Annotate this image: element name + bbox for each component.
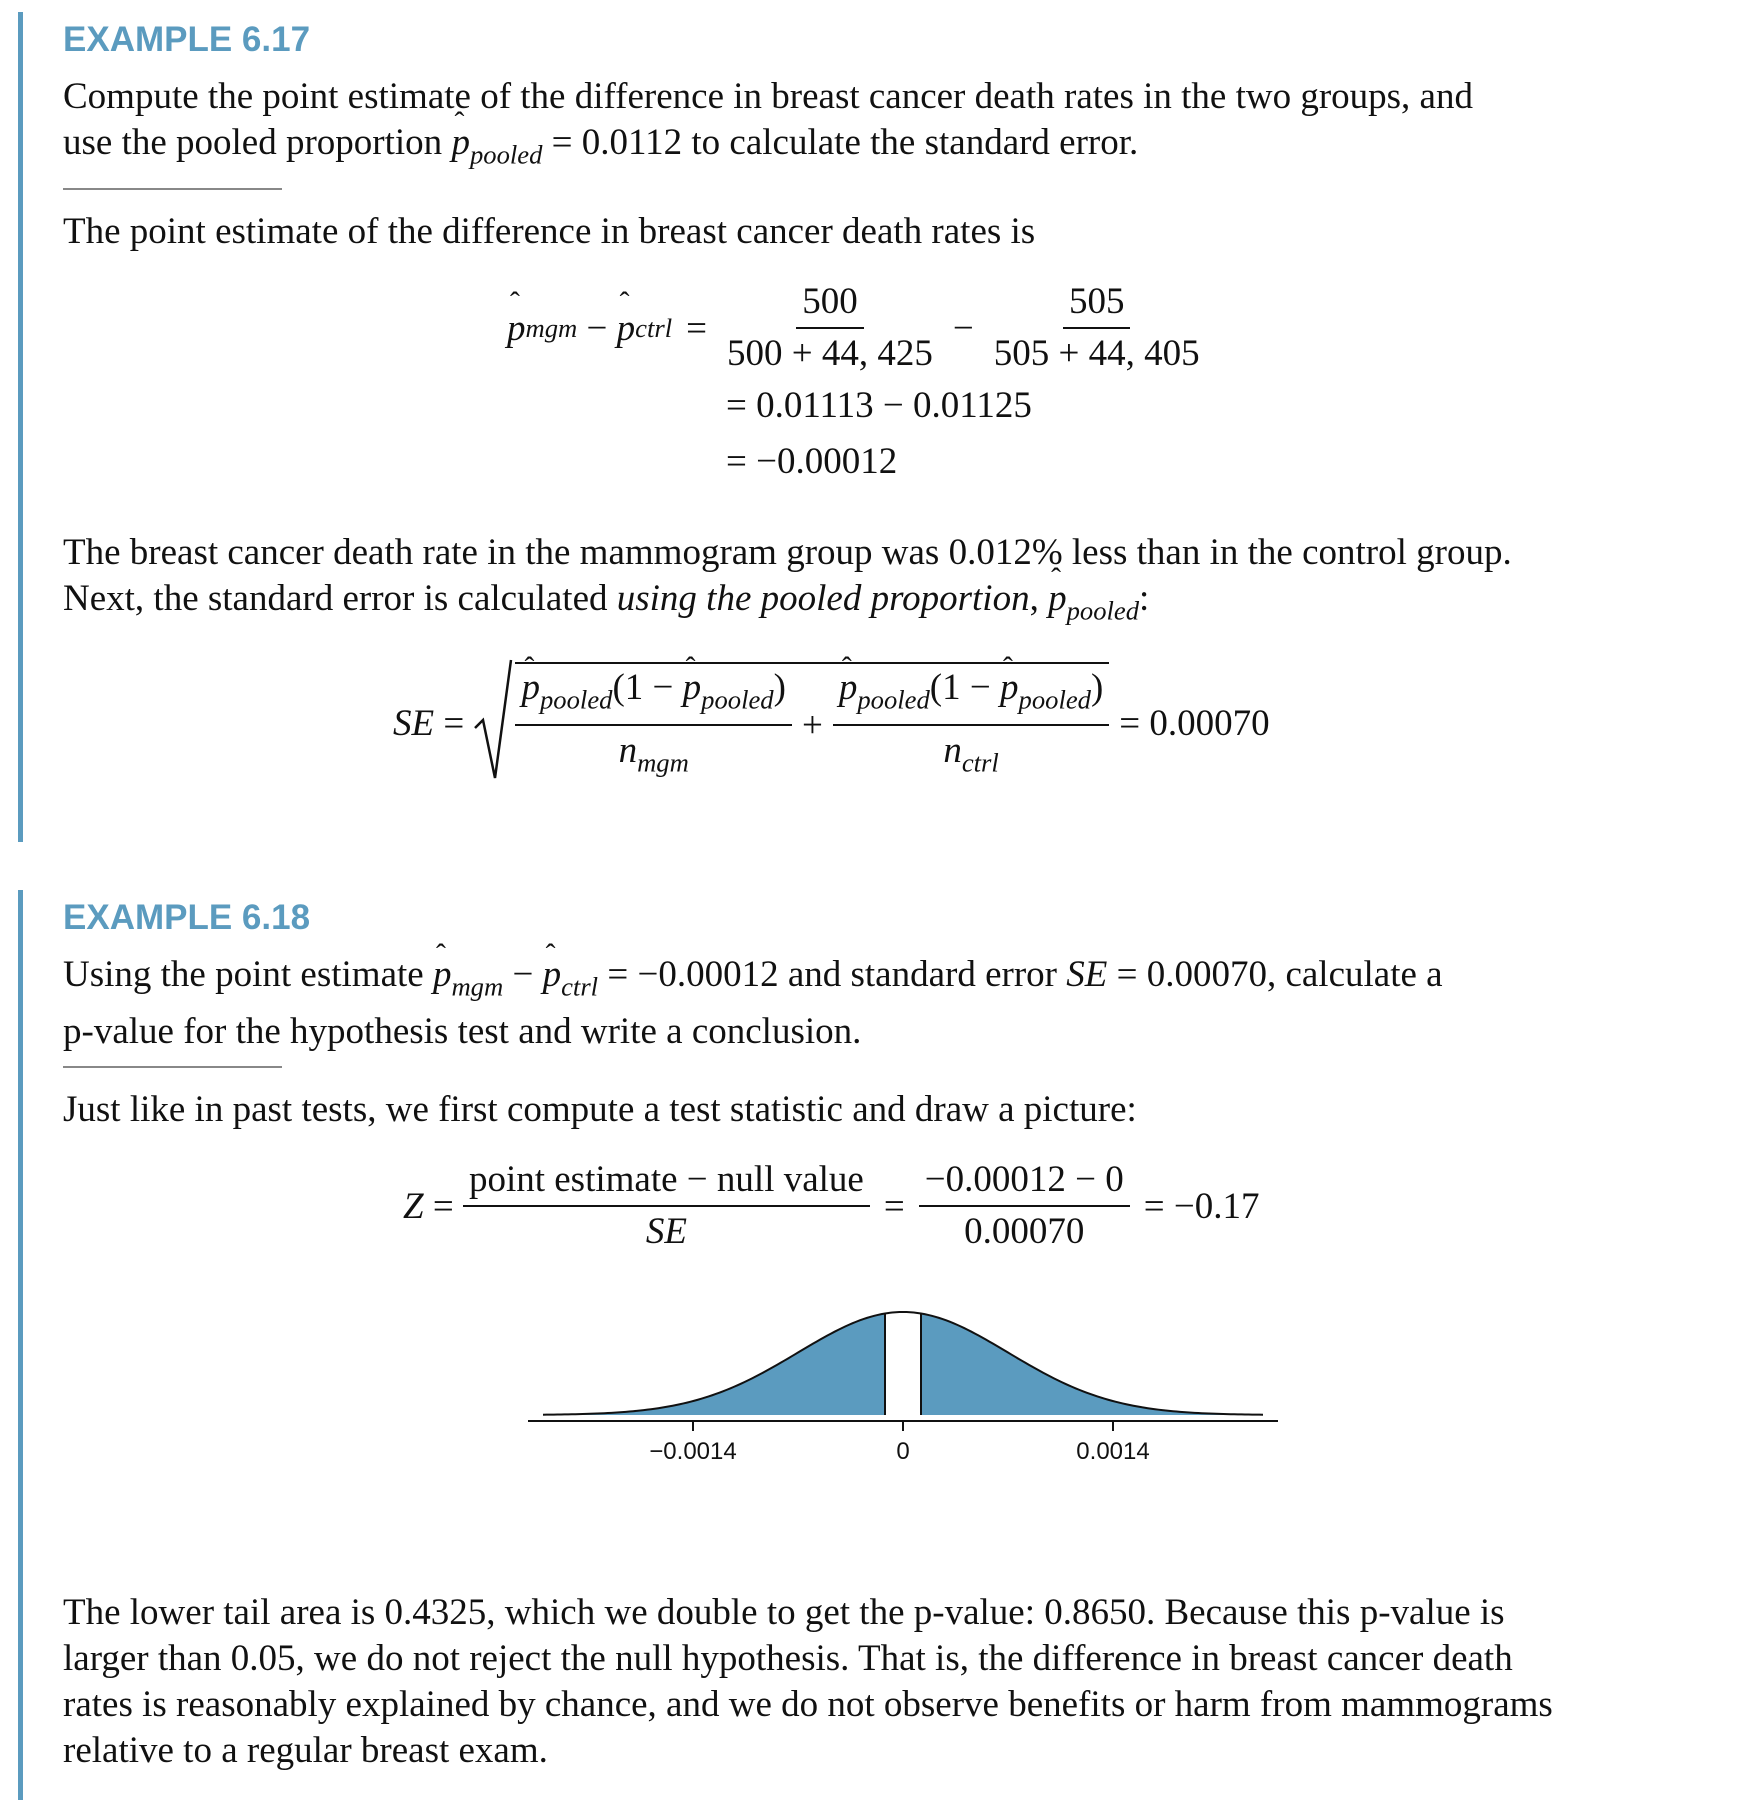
conclusion-line: rates is reasonably explained by chance, and we do not observe benefits or harm from mammograms <box>63 1684 1553 1725</box>
conclusion-line: relative to a regular breast exam. <box>63 1730 548 1771</box>
divider <box>63 188 282 190</box>
x-tick-label: 0.0014 <box>1076 1438 1150 1460</box>
solution-intro: The point estimate of the difference in breast cancer death rates is <box>63 211 1036 252</box>
radical-sign <box>473 658 513 782</box>
normal-distribution-chart <box>513 1300 1293 1460</box>
question-line: Using the point estimate ˆ $p_{mgm}$ − ˆ $p_{ctrl} = -0.00012$ and standard error SE = 0.00070, calculate a <box>63 952 1728 1009</box>
example-question <box>63 952 1728 1055</box>
conclusion-line: The lower tail area is 0.4325, which we double to get the p-value: 0.8650. Because this p-value is <box>63 1592 1505 1633</box>
equation-step: = 0.01113 − 0.01125 <box>726 385 1032 426</box>
example-6-17 <box>18 12 1728 842</box>
result-line: Next, the standard error is calculated using the pooled proportion, ˆ $p_{pooled}$: <box>63 576 1728 633</box>
standard-error-equation: SE = ˆ $\frac{p_{pooled}(1 - ˆ p_{pooled})}{n_{mgm}}$ + ˆ $\frac{p_{pooled}(1 - ˆ p_{pooled})}{n_{ctrl}}$ = 0.00070 <box>393 662 1270 785</box>
x-tick-label: 0 <box>896 1438 910 1460</box>
x-tick-label: −0.0014 <box>649 1438 737 1460</box>
question-line: Compute the point estimate of the difference in breast cancer death rates in the two groups, and <box>63 76 1473 117</box>
z-score-equation: Z = $\frac{\text{point estimate − null value}}{SE}$ = $\frac{-0.00012 - 0}{0.00070}$ = −0.17 <box>403 1159 1260 1252</box>
example-6-18 <box>18 890 1728 1800</box>
upper-tail-area <box>921 1314 1263 1416</box>
conclusion-text <box>63 1590 1728 1774</box>
fraction-ctrl: $\frac{505}{505 + 44, 405}$ <box>993 281 1200 374</box>
solution-intro: Just like in past tests, we first compute a test statistic and draw a picture: <box>63 1089 1137 1130</box>
divider <box>63 1066 282 1068</box>
example-title: EXAMPLE 6.18 <box>63 898 311 937</box>
result-text <box>63 530 1728 633</box>
density-curve <box>543 1312 1263 1415</box>
question-line: use the pooled proportion ˆ $p_{pooled} = 0.0112$ to calculate the standard error. <box>63 120 1728 177</box>
fraction-ctrl-se: ˆ $\frac{p_{pooled}(1 - ˆ p_{pooled})}{n_{ctrl}}$ <box>833 666 1109 785</box>
question-line: p-value for the hypothesis test and write a conclusion. <box>63 1011 862 1053</box>
square-root: ˆ $\frac{p_{pooled}(1 - ˆ p_{pooled})}{n_{mgm}}$ + ˆ $\frac{p_{pooled}(1 - ˆ p_{pooled})}{n_{ctrl}}$ <box>473 662 1109 785</box>
conclusion-line: larger than 0.05, we do not reject the null hypothesis. That is, the difference in breast cancer death <box>63 1638 1513 1679</box>
lower-tail-area <box>543 1314 885 1416</box>
point-estimate-equation: ˆ p mgm − ˆ p ctrl = $\frac{500}{500 + 44, 425}$ − $\frac{505}{505 + 44, 405}$ <box>507 280 1206 376</box>
result-line: The breast cancer death rate in the mammogram group was 0.012% less than in the control group. <box>63 532 1512 573</box>
fraction-test-statistic: $\frac{\text{point estimate − null value}}{SE}$ <box>463 1158 870 1254</box>
fraction-values: $\frac{-0.00012 - 0}{0.00070}$ <box>919 1158 1130 1254</box>
example-title: EXAMPLE 6.17 <box>63 20 311 59</box>
example-question <box>63 74 1728 177</box>
fraction-mgm-se: ˆ $\frac{p_{pooled}(1 - ˆ p_{pooled})}{n_{mgm}}$ <box>515 666 791 785</box>
equation-step: = −0.00012 <box>726 441 898 482</box>
fraction-mgm: $\frac{500}{500 + 44, 425}$ <box>727 281 933 374</box>
